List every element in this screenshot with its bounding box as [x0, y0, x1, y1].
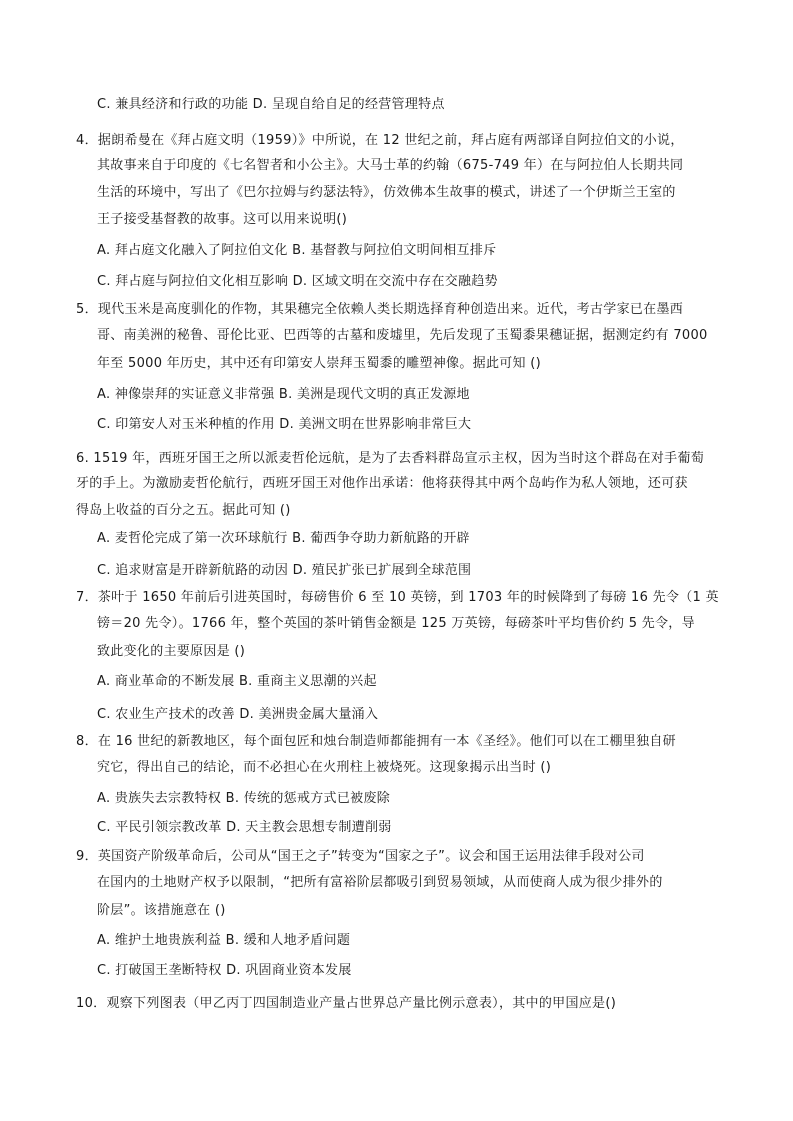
question-text-line: 4．据朗希曼在《拜占庭文明（1959）》中所说，在 12 世纪之前，拜占庭有两部译自阿拉伯文的小说，: [76, 133, 684, 148]
answer-option-line: C. 打破国王垄断特权 D. 巩固商业资本发展: [97, 963, 352, 978]
answer-option-line: C. 农业生产技术的改善 D. 美洲贵金属大量涌入: [97, 707, 379, 722]
question-text-line: 年至 5000 年历史，其中还有印第安人崇拜玉蜀黍的雕塑神像。据此可知 (): [97, 356, 542, 371]
answer-option-line: A. 商业革命的不断发展 B. 重商主义思潮的兴起: [97, 674, 377, 689]
answer-option-line: C. 追求财富是开辟新航路的动因 D. 殖民扩张已扩展到全球范围: [97, 563, 472, 578]
question-text-line: 牙的手上。为激励麦哲伦航行，西班牙国王对他作出承诺：他将获得其中两个岛屿作为私人领地，还可获: [76, 476, 688, 491]
question-text-line: 其故事来自于印度的《七名智者和小公主》。大马士革的约翰（675-749 年）在与阿拉伯人长期共同: [97, 158, 684, 173]
question-text-line: 5．现代玉米是高度驯化的作物，其果穗完全依赖人类长期选择育种创造出来。近代，考古学家已在墨西: [76, 302, 684, 317]
answer-option-line: C. 拜占庭与阿拉伯文化相互影响 D. 区域文明在交流中存在交融趋势: [97, 274, 498, 289]
answer-option-line: C. 印第安人对玉米种植的作用 D. 美洲文明在世界影响非常巨大: [97, 417, 472, 432]
question-text-line: 10．观察下列图表（甲乙丙丁四国制造业产量占世界总产量比例示意表），其中的甲国应是(): [76, 996, 617, 1011]
answer-option-line: A. 贵族失去宗教特权 B. 传统的惩戒方式已被废除: [97, 791, 391, 806]
question-text-line: 镑＝20 先令）。1766 年，整个英国的茶叶销售金额是 125 万英镑，每磅茶叶平均售价约 5 先令，导: [97, 616, 695, 631]
question-text-line: 阶层”。该措施意在 (): [97, 903, 226, 918]
question-text-line: 究它，得出自己的结论，而不必担心在火刑柱上被烧死。这现象揭示出当时 (): [97, 760, 552, 775]
question-text-line: 生活的环境中，写出了《巴尔拉姆与约瑟法特》，仿效佛本生故事的模式，讲述了一个伊斯兰王室的: [97, 185, 676, 200]
answer-option-line: C. 兼具经济和行政的功能 D. 呈现自给自足的经营管理特点: [97, 97, 445, 112]
question-text-line: 9．英国资产阶级革命后，公司从“国王之子”转变为“国家之子”。议会和国王运用法律手段对公司: [76, 849, 645, 864]
question-text-line: 8．在 16 世纪的新教地区，每个面包匠和烛台制造师都能拥有一本《圣经》。他们可以在工棚里独自研: [76, 734, 676, 749]
answer-option-line: A. 拜占庭文化融入了阿拉伯文化 B. 基督教与阿拉伯文明间相互排斥: [97, 243, 497, 258]
answer-option-line: A. 神像崇拜的实证意义非常强 B. 美洲是现代文明的真正发源地: [97, 387, 470, 402]
answer-option-line: A. 麦哲伦完成了第一次环球航行 B. 葡西争夺助力新航路的开辟: [97, 531, 470, 546]
question-text-line: 致此变化的主要原因是 (): [97, 644, 246, 659]
question-text-line: 王子接受基督教的故事。这可以用来说明(): [97, 212, 348, 227]
answer-option-line: C. 平民引领宗教改革 D. 天主教会思想专制遭削弱: [97, 820, 392, 835]
question-text-line: 6. 1519 年，西班牙国王之所以派麦哲伦远航，是为了去香料群岛宣示主权，因为当时这个群岛在对手葡萄: [76, 451, 705, 466]
question-text-line: 哥、南美洲的秘鲁、哥伦比亚、巴西等的古墓和废墟里，先后发现了玉蜀黍果穗证据，据测定约有 7000: [97, 328, 708, 343]
question-text-line: 7．茶叶于 1650 年前后引进英国时，每磅售价 6 至 10 英镑，到 1703 年的时候降到了每磅 16 先令（1 英: [76, 590, 719, 605]
question-text-line: 在国内的土地财产权予以限制，“把所有富裕阶层都吸引到贸易领域，从而使商人成为很少排外的: [97, 875, 663, 890]
answer-option-line: A. 维护土地贵族利益 B. 缓和人地矛盾问题: [97, 933, 351, 948]
question-text-line: 得岛上收益的百分之五。据此可知 (): [76, 503, 291, 518]
